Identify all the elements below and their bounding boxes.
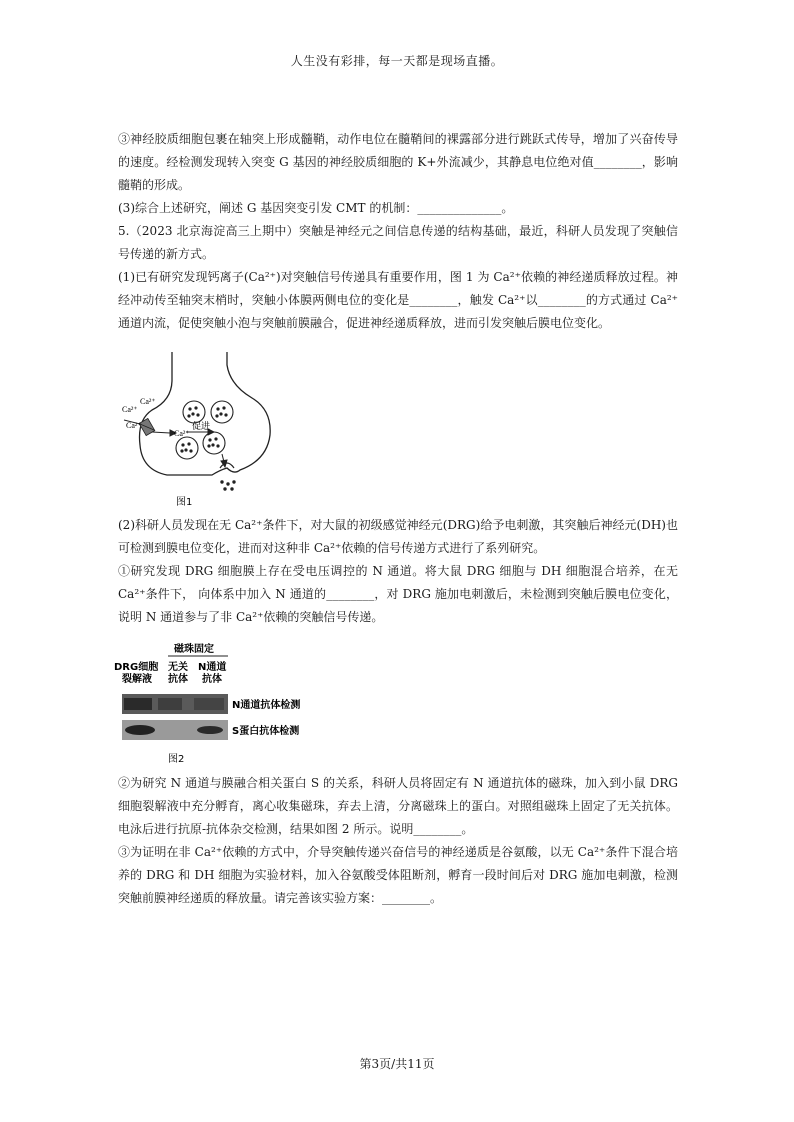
page-header: 人生没有彩排，每一天都是现场直播。 bbox=[290, 54, 504, 68]
col2-label-line2: 抗体 bbox=[168, 674, 188, 685]
text-block-1 bbox=[118, 128, 678, 335]
text-block-3 bbox=[118, 772, 678, 910]
figure-1-synapse-diagram bbox=[112, 350, 272, 510]
col3-label-line2: 抗体 bbox=[202, 674, 222, 685]
row1-label: N通道抗体检测 bbox=[232, 700, 301, 711]
promote-label: 促进 bbox=[192, 422, 211, 432]
col2-label-line1: 无关 bbox=[168, 662, 188, 673]
blot-row-1-band-3 bbox=[194, 698, 224, 710]
paragraph: (2)科研人员发现在无 Ca²⁺条件下，对大鼠的初级感觉神经元(DRG)给予电刺激，其突触后神经元(DH)也可检测到膜电位变化，进而对这种非 Ca²⁺依赖的信号传递方式进行了系列研究。 bbox=[118, 518, 678, 555]
blot-row-1-band-1 bbox=[124, 698, 152, 710]
paragraph: 5.（2023 北京海淀高三上期中）突触是神经元之间信息传递的结构基础，最近，科研人员发现了突触信号传递的新方式。 bbox=[118, 224, 678, 261]
ca-label-3: Ca²⁺ bbox=[126, 421, 142, 430]
col1-label-line1: DRG细胞 bbox=[114, 662, 159, 673]
figure-2-caption: 图2 bbox=[168, 754, 185, 765]
paragraph: (1)已有研究发现钙离子(Ca²⁺)对突触信号传递具有重要作用，图 1 为 Ca²⁺依赖的神经递质释放过程。神经冲动传至轴突末梢时，突触小体膜两侧电位的变化是________，触发 Ca²⁺以________的方式通过 Ca²⁺通道内流，促使突触小泡与突触前膜融合，促进神经递质释放，进而引发突触后膜电位变化。 bbox=[118, 270, 678, 330]
ca-label-4: Ca²⁺ bbox=[174, 429, 190, 438]
paragraph: ②为研究 N 通道与膜融合相关蛋白 S 的关系，科研人员将固定有 N 通道抗体的磁珠，加入到小鼠 DRG 细胞裂解液中充分孵育，离心收集磁珠，弃去上清，分离磁珠上的蛋白。对照组磁珠上固定了无关抗体。电泳后进行抗原-抗体杂交检测，结果如图 2 所示。说明________。 bbox=[118, 776, 678, 836]
blot-row-2-band-1 bbox=[125, 725, 155, 735]
page-footer: 第3页/共11页 bbox=[359, 1057, 435, 1071]
figure-2-western-blot bbox=[112, 640, 322, 770]
ca-label-1: Ca²⁺ bbox=[140, 397, 156, 406]
col1-label-line2: 裂解液 bbox=[122, 674, 152, 685]
text-block-2 bbox=[118, 514, 678, 629]
ca-label-2: Ca²⁺ bbox=[122, 405, 138, 414]
paragraph: ③神经胶质细胞包裹在轴突上形成髓鞘，动作电位在髓鞘间的裸露部分进行跳跃式传导，增加了兴奋传导的速度。经检测发现转入突变 G 基因的神经胶质细胞的 K+外流减少，其静息电位绝对值________，影响髓鞘的形成。 bbox=[118, 132, 678, 192]
col3-label-line1: N通道 bbox=[198, 662, 227, 673]
released-transmitter bbox=[220, 480, 235, 490]
blot-row-2-band-3 bbox=[197, 726, 223, 734]
row2-label: S蛋白抗体检测 bbox=[232, 726, 300, 737]
blot-header-group: 磁珠固定 bbox=[174, 644, 214, 655]
paragraph: ③为证明在非 Ca²⁺依赖的方式中，介导突触传递兴奋信号的神经递质是谷氨酸，以无 Ca²⁺条件下混合培养的 DRG 和 DH 细胞为实验材料，加入谷氨酸受体阻断剂，孵育一段时间后对 DRG 施加电刺激，检测突触前膜神经递质的释放量。请完善该实验方案：________。 bbox=[118, 845, 678, 905]
blot-row-1-band-2 bbox=[158, 698, 182, 710]
figure-1-caption: 图1 bbox=[176, 497, 193, 508]
paragraph: (3)综合上述研究，阐述 G 基因突变引发 CMT 的机制：______________。 bbox=[118, 201, 514, 215]
paragraph: ①研究发现 DRG 细胞膜上存在受电压调控的 N 通道。将大鼠 DRG 细胞与 DH 细胞混合培养，在无 Ca²⁺条件下， 向体系中加入 N 通道的________，对 DRG 施加电刺激后，未检测到突触后膜电位变化，说明 N 通道参与了非 Ca²⁺依赖的突触信号传递。 bbox=[118, 564, 678, 624]
fusion-pore bbox=[220, 463, 234, 468]
ca-channel bbox=[139, 418, 155, 435]
